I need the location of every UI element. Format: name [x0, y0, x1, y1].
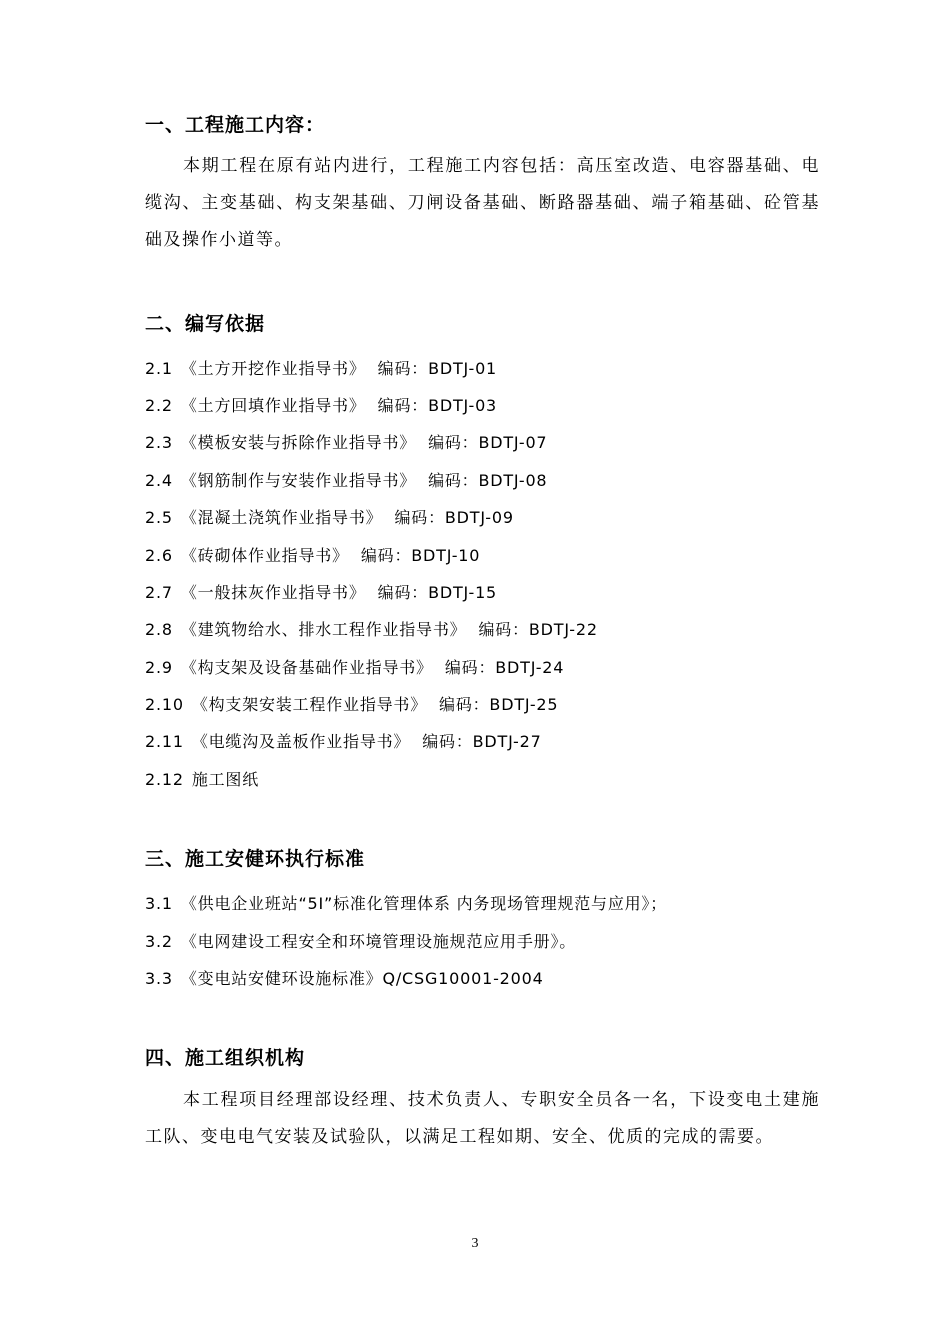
item-title: 《模板安装与拆除作业指导书》 — [180, 433, 417, 452]
item-title: 《混凝土浇筑作业指导书》 — [180, 508, 383, 527]
item-code: 编码：BDTJ-27 — [422, 732, 542, 751]
item-code: 编码：BDTJ-08 — [428, 471, 548, 490]
item-number: 2.10 — [145, 695, 184, 714]
reference-item-2-12 — [145, 767, 271, 790]
item-text: 《变电站安健环设施标准》Q/CSG10001-2004 — [180, 969, 544, 988]
item-title: 《构支架安装工程作业指导书》 — [191, 695, 428, 714]
reference-item-2-11 — [145, 729, 542, 752]
item-number: 2.8 — [145, 620, 173, 639]
item-number: 2.4 — [145, 471, 173, 490]
reference-item-2-4 — [145, 468, 547, 491]
item-number: 2.1 — [145, 359, 173, 378]
reference-item-2-9 — [145, 655, 564, 678]
reference-item-2-1 — [145, 356, 497, 379]
item-title: 《土方回填作业指导书》 — [180, 396, 366, 415]
item-number: 3.2 — [145, 932, 173, 951]
reference-item-2-10 — [145, 692, 558, 715]
item-number: 2.3 — [145, 433, 173, 452]
item-title: 《建筑物给水、排水工程作业指导书》 — [180, 620, 467, 639]
item-code: 编码：BDTJ-01 — [377, 359, 498, 378]
reference-item-2-2 — [145, 393, 497, 416]
section-4-paragraph: 本工程项目经理部设经理、技术负责人、专职安全员各一名，下设变电土建施工队、变电电气安装及试验队，以满足工程如期、安全、优质的完成的需要。 — [145, 1090, 820, 1147]
item-code: 编码：BDTJ-25 — [439, 695, 559, 714]
reference-item-2-5 — [145, 505, 514, 528]
reference-item-2-3 — [145, 430, 547, 453]
item-number: 2.2 — [145, 396, 173, 415]
item-code: 编码：BDTJ-10 — [360, 546, 481, 565]
item-code: 编码：BDTJ-09 — [394, 508, 514, 527]
section-1-paragraph: 本期工程在原有站内进行，工程施工内容包括：高压室改造、电容器基础、电缆沟、主变基础、构支架基础、刀闸设备基础、断路器基础、端子箱基础、砼管基础及操作小道等。 — [145, 156, 820, 250]
item-number: 3.3 — [145, 969, 173, 988]
item-number: 2.12 — [145, 770, 184, 789]
reference-item-2-8 — [145, 617, 598, 640]
item-code: 编码：BDTJ-03 — [377, 396, 498, 415]
section-2-heading: 二、编写依据 — [145, 313, 266, 335]
item-text: 《电网建设工程安全和环境管理设施规范应用手册》。 — [180, 932, 577, 951]
item-code: 编码：BDTJ-15 — [377, 583, 498, 602]
item-title: 施工图纸 — [191, 770, 260, 789]
standard-item-3-1 — [145, 891, 667, 914]
item-text: 《供电企业班站“5I”标准化管理体系 内务现场管理规范与应用》； — [180, 894, 668, 913]
item-number: 2.5 — [145, 508, 173, 527]
section-4-heading: 四、施工组织机构 — [145, 1047, 306, 1069]
item-number: 2.9 — [145, 658, 173, 677]
item-code: 编码：BDTJ-22 — [478, 620, 598, 639]
reference-item-2-6 — [145, 543, 480, 566]
standard-item-3-3 — [145, 966, 544, 989]
standard-item-3-2 — [145, 929, 576, 952]
item-title: 《一般抹灰作业指导书》 — [180, 583, 366, 602]
section-1-heading: 一、工程施工内容： — [145, 114, 326, 136]
item-title: 《电缆沟及盖板作业指导书》 — [191, 732, 411, 751]
item-number: 2.11 — [145, 732, 184, 751]
section-3-heading: 三、施工安健环执行标准 — [145, 848, 366, 870]
item-code: 编码：BDTJ-07 — [428, 433, 548, 452]
page-number: 3 — [471, 1236, 479, 1251]
item-title: 《构支架及设备基础作业指导书》 — [180, 658, 433, 677]
item-number: 2.6 — [145, 546, 173, 565]
item-number: 3.1 — [145, 894, 173, 913]
item-code: 编码：BDTJ-24 — [444, 658, 565, 677]
item-number: 2.7 — [145, 583, 173, 602]
item-title: 《土方开挖作业指导书》 — [180, 359, 366, 378]
item-title: 《砖砌体作业指导书》 — [180, 546, 349, 565]
reference-item-2-7 — [145, 580, 497, 603]
item-title: 《钢筋制作与安装作业指导书》 — [180, 471, 417, 490]
